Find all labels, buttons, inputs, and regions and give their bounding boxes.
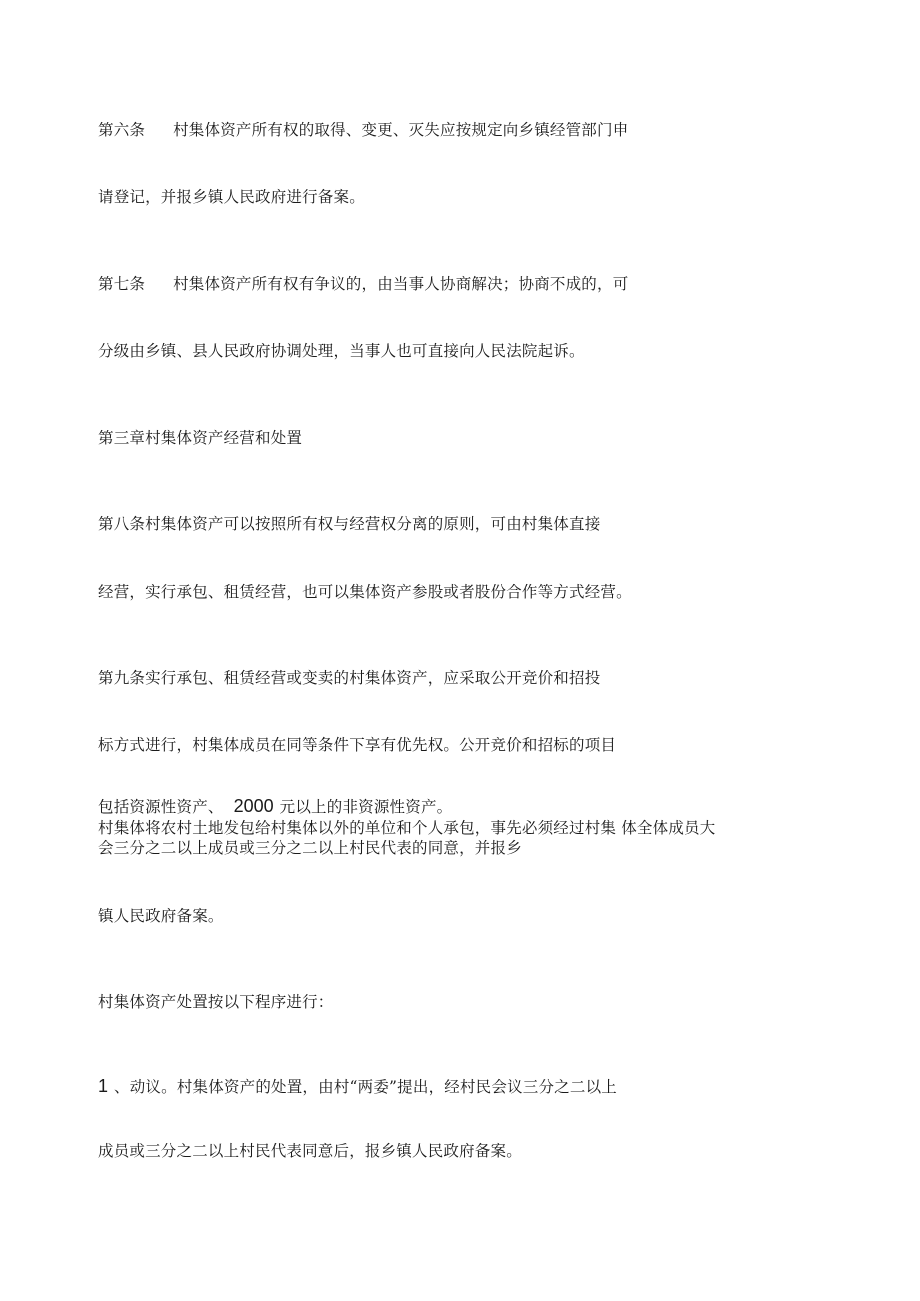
chapter-3-heading: 第三章村集体资产经营和处置 <box>98 429 303 447</box>
article-9-text-after: 元以上的非资源性资产。 <box>279 798 453 816</box>
article-9-line-1: 第九条实行承包、租赁经营或变卖的村集体资产，应采取公开竞价和招投 <box>98 669 601 687</box>
article-7-text: 村集体资产所有权有争议的，由当事人协商解决；协商不成的，可 <box>173 275 629 293</box>
disposal-intro: 村集体资产处置按以下程序进行： <box>98 993 334 1011</box>
article-9-line-3 <box>98 796 452 817</box>
step-1-text: 、动议。村集体资产的处置，由村“两委”提出，经村民会议三分之二以上 <box>114 1078 617 1096</box>
article-9-text-before: 包括资源性资产、 <box>98 798 224 816</box>
step-1-number: 1 <box>98 1076 109 1096</box>
land-contract-line-3: 镇人民政府备案。 <box>98 907 224 925</box>
article-6-line-1 <box>98 120 628 140</box>
article-8-line-2: 经营，实行承包、租赁经营，也可以集体资产参股或者股份合作等方式经营。 <box>98 583 632 601</box>
land-contract-line-2: 会三分之二以上成员或三分之二以上村民代表的同意，并报乡 <box>98 839 522 857</box>
article-8-line-1: 第八条村集体资产可以按照所有权与经营权分离的原则，可由村集体直接 <box>98 515 601 533</box>
disposal-step-1-line-1 <box>98 1076 617 1097</box>
article-7-label: 第七条 <box>98 275 146 293</box>
disposal-step-1-line-2: 成员或三分之二以上村民代表同意后，报乡镇人民政府备案。 <box>98 1142 522 1160</box>
article-6-label: 第六条 <box>98 121 146 139</box>
amount-number: 2000 <box>233 796 274 816</box>
land-contract-line-1: 村集体将农村土地发包给村集体以外的单位和个人承包，事先必须经过村集 体全体成员大 <box>98 819 716 837</box>
article-6-text: 村集体资产所有权的取得、变更、灭失应按规定向乡镇经管部门申 <box>173 121 629 139</box>
article-7-line-1 <box>98 274 628 294</box>
article-7-line-2: 分级由乡镇、县人民政府协调处理，当事人也可直接向人民法院起诉。 <box>98 342 585 360</box>
article-9-line-2: 标方式进行，村集体成员在同等条件下享有优先权。公开竞价和招标的项目 <box>98 736 617 754</box>
article-6-line-2: 请登记，并报乡镇人民政府进行备案。 <box>98 188 365 206</box>
